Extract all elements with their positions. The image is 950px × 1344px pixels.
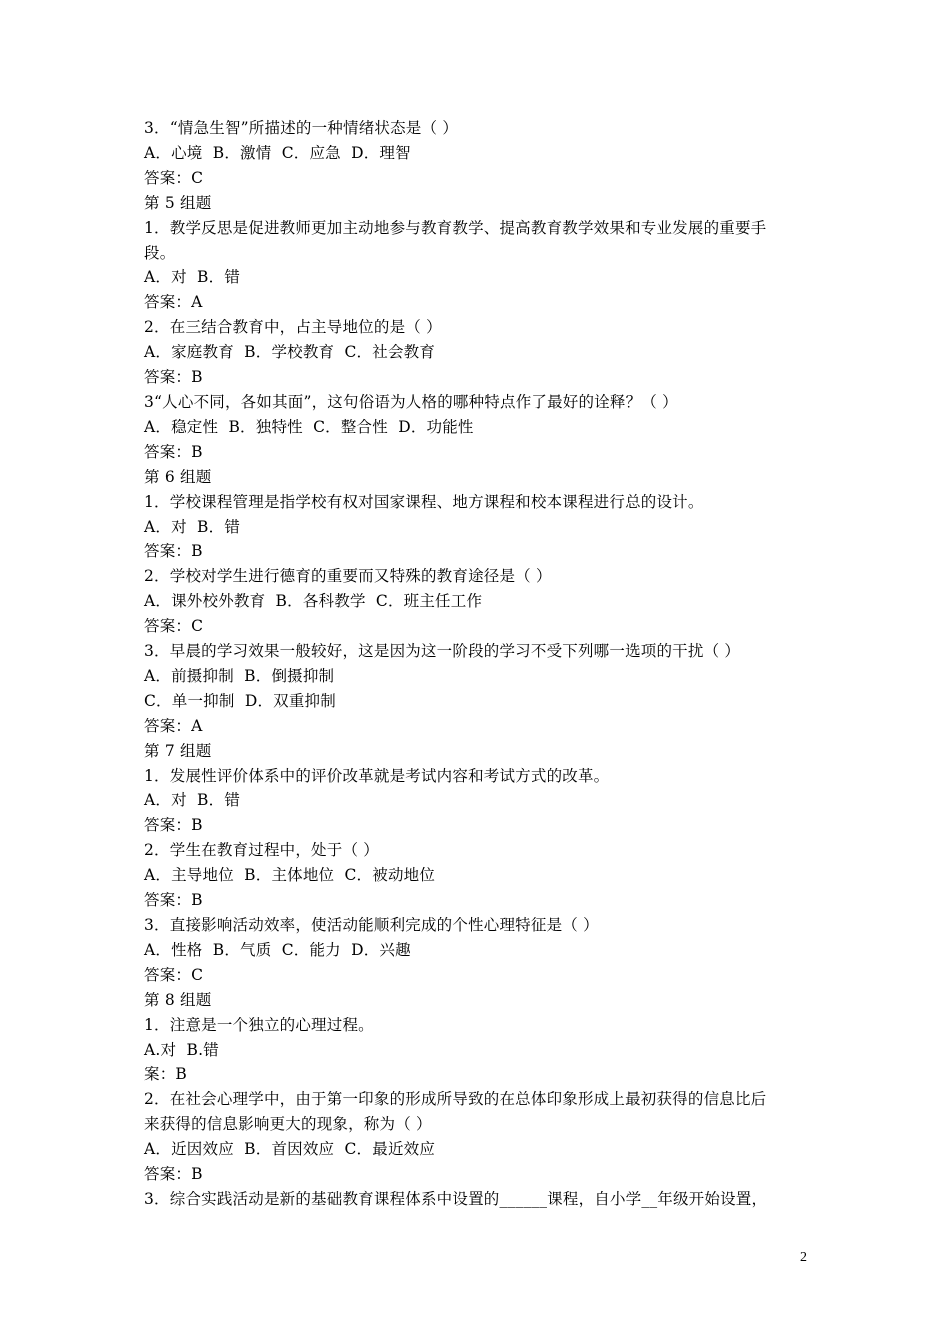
text-line: A．性格 B．气质 C．能力 D．兴趣 bbox=[144, 940, 411, 959]
text-line: 2．学校对学生进行德育的重要而又特殊的教育途径是（ ） bbox=[144, 567, 552, 586]
text-line: 答案：B bbox=[144, 891, 203, 910]
text-line: 1．注意是一个独立的心理过程。 bbox=[144, 1015, 374, 1034]
document-body bbox=[144, 116, 816, 1212]
text-line: 答案：B bbox=[144, 1165, 203, 1184]
text-line: 1．学校课程管理是指学校有权对国家课程、地方课程和校本课程进行总的设计。 bbox=[144, 492, 704, 511]
text-line: 3．综合实践活动是新的基础教育课程体系中设置的______课程，自小学__年级开始设置， bbox=[144, 1189, 768, 1208]
text-line: A．对 B．错 bbox=[144, 517, 241, 536]
text-line: A．对 B．错 bbox=[144, 268, 241, 287]
section-heading: 第 8 组题 bbox=[144, 990, 212, 1009]
text-line: 3“人心不同，各如其面”，这句俗语为人格的哪种特点作了最好的诠释？（ ） bbox=[144, 392, 678, 411]
text-line: 答案：B bbox=[144, 368, 203, 387]
text-line: 2．在社会心理学中，由于第一印象的形成所导致的在总体印象形成上最初获得的信息比后 bbox=[144, 1090, 767, 1109]
text-line: A．心境 B．激情 C．应急 D．理智 bbox=[144, 143, 411, 162]
text-line: 1．教学反思是促进教师更加主动地参与教育教学、提高教育教学效果和专业发展的重要手 bbox=[144, 218, 767, 237]
text-line: 答案：A bbox=[144, 293, 203, 312]
text-line: 答案：C bbox=[144, 617, 204, 636]
text-line: A．前摄抑制 B．倒摄抑制 bbox=[144, 666, 335, 685]
text-line: A．稳定性 B．独特性 C．整合性 D．功能性 bbox=[144, 417, 474, 436]
text-line: A．对 B．错 bbox=[144, 791, 241, 810]
text-line: 案：B bbox=[144, 1065, 187, 1084]
text-line: 来获得的信息影响更大的现象，称为（ ） bbox=[144, 1115, 432, 1134]
text-line: A．家庭教育 B．学校教育 C．社会教育 bbox=[144, 343, 436, 362]
text-line: 1．发展性评价体系中的评价改革就是考试内容和考试方式的改革。 bbox=[144, 766, 610, 785]
text-line: 3．“情急生智”所描述的一种情绪状态是（ ） bbox=[144, 119, 459, 137]
text-line: 3．早晨的学习效果一般较好，这是因为这一阶段的学习不受下列哪一选项的干扰（ ） bbox=[144, 642, 741, 661]
text-line: 答案：A bbox=[144, 716, 203, 735]
text-line: A．主导地位 B．主体地位 C．被动地位 bbox=[144, 866, 436, 885]
text-line: 答案：B bbox=[144, 816, 203, 835]
text-line: 答案：C bbox=[144, 965, 204, 984]
text-line: 答案：B bbox=[144, 442, 203, 461]
page-number: 2 bbox=[800, 1250, 807, 1265]
text-line: C．单一抑制 D．双重抑制 bbox=[144, 691, 336, 710]
text-line: 3．直接影响活动效率，使活动能顺利完成的个性心理特征是（ ） bbox=[144, 916, 599, 934]
text-line: 2．在三结合教育中，占主导地位的是（ ） bbox=[144, 318, 442, 337]
text-line: A．近因效应 B．首因效应 C．最近效应 bbox=[144, 1140, 436, 1159]
text-line: A．课外校外教育 B．各科教学 C．班主任工作 bbox=[144, 592, 483, 611]
text-line: 2．学生在教育过程中，处于（ ） bbox=[144, 841, 379, 860]
section-heading: 第 6 组题 bbox=[144, 467, 212, 486]
text-line: 答案：C bbox=[144, 168, 204, 187]
text-line: A.对 B.错 bbox=[144, 1040, 219, 1059]
text-line: 段。 bbox=[144, 243, 176, 262]
text-line: 答案：B bbox=[144, 542, 203, 561]
section-heading: 第 5 组题 bbox=[144, 193, 212, 212]
section-heading: 第 7 组题 bbox=[144, 741, 212, 760]
